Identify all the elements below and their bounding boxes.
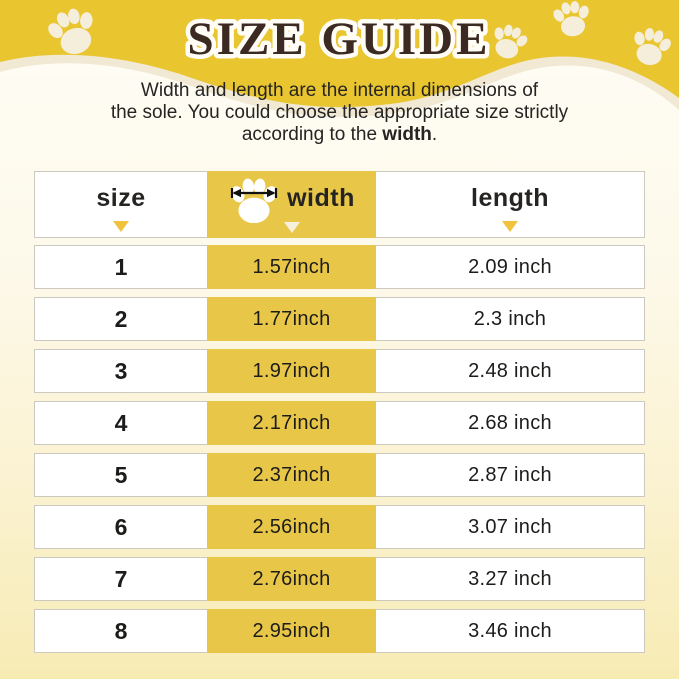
- table-row: [34, 453, 645, 497]
- cell-length: [376, 558, 644, 600]
- width-value: 1.77inch: [252, 307, 331, 330]
- header-cell-size: [35, 172, 207, 237]
- cell-width: [207, 245, 376, 289]
- sort-indicator-triangle: [502, 221, 518, 232]
- cell-length: [376, 506, 644, 548]
- subtitle-text: [40, 80, 639, 146]
- length-value: 2.3 inch: [473, 307, 547, 330]
- width-value: 2.76inch: [252, 567, 331, 590]
- size-value: 4: [114, 409, 128, 436]
- paw-width-arrow-icon: [228, 177, 280, 223]
- subtitle-line: Width and length are the internal dimensions of: [140, 80, 539, 101]
- cell-length: [376, 246, 644, 288]
- sort-indicator-triangle: [113, 221, 129, 232]
- length-value: 2.09 inch: [468, 255, 552, 278]
- size-value: 2: [114, 305, 128, 332]
- subtitle-line3-suffix: .: [431, 124, 438, 145]
- length-value: 3.46 inch: [468, 619, 552, 642]
- cell-size: [35, 610, 207, 652]
- cell-size: [35, 298, 207, 340]
- table-header-row: [34, 171, 645, 238]
- table-row: [34, 349, 645, 393]
- header-cell-width: [207, 171, 376, 238]
- table-row: [34, 505, 645, 549]
- size-value: 3: [114, 357, 128, 384]
- cell-length: [376, 402, 644, 444]
- cell-size: [35, 506, 207, 548]
- column-header-size: size: [96, 184, 146, 212]
- width-value: 2.95inch: [252, 619, 331, 642]
- sort-indicator-triangle: [284, 222, 300, 233]
- header-cell-length: [376, 172, 644, 237]
- subtitle-line: the sole. You could choose the appropriate size strictly: [110, 102, 569, 123]
- subtitle-line: [40, 124, 639, 146]
- size-table: [34, 171, 645, 661]
- cell-width: [207, 401, 376, 445]
- width-value: 2.17inch: [252, 411, 331, 434]
- cell-width: [207, 557, 376, 601]
- subtitle-line3-bold: width: [382, 124, 432, 145]
- length-value: 3.07 inch: [468, 515, 552, 538]
- page-title: SIZE GUIDE: [187, 13, 491, 65]
- size-value: 8: [114, 617, 128, 644]
- table-row: [34, 297, 645, 341]
- cell-size: [35, 350, 207, 392]
- subtitle-line3-prefix: according to the: [241, 124, 383, 145]
- cell-length: [376, 610, 644, 652]
- length-value: 3.27 inch: [468, 567, 552, 590]
- cell-length: [376, 454, 644, 496]
- cell-width: [207, 505, 376, 549]
- width-value: 2.37inch: [252, 463, 331, 486]
- cell-size: [35, 402, 207, 444]
- table-row: [34, 609, 645, 653]
- cell-length: [376, 298, 644, 340]
- cell-size: [35, 246, 207, 288]
- size-value: 1: [114, 253, 128, 280]
- cell-width: [207, 453, 376, 497]
- cell-size: [35, 558, 207, 600]
- cell-width: [207, 609, 376, 653]
- column-header-length: length: [471, 184, 549, 212]
- length-value: 2.48 inch: [468, 359, 552, 382]
- size-value: 7: [114, 565, 128, 592]
- table-row: [34, 557, 645, 601]
- width-value: 1.57inch: [252, 255, 331, 278]
- length-value: 2.68 inch: [468, 411, 552, 434]
- size-value: 5: [114, 461, 128, 488]
- cell-width: [207, 349, 376, 393]
- table-row: [34, 245, 645, 289]
- size-value: 6: [114, 513, 128, 540]
- cell-length: [376, 350, 644, 392]
- cell-size: [35, 454, 207, 496]
- cell-width: [207, 297, 376, 341]
- width-value: 2.56inch: [252, 515, 331, 538]
- title-banner: [0, 0, 679, 80]
- column-header-width: width: [287, 184, 355, 212]
- width-value: 1.97inch: [252, 359, 331, 382]
- length-value: 2.87 inch: [468, 463, 552, 486]
- table-row: [34, 401, 645, 445]
